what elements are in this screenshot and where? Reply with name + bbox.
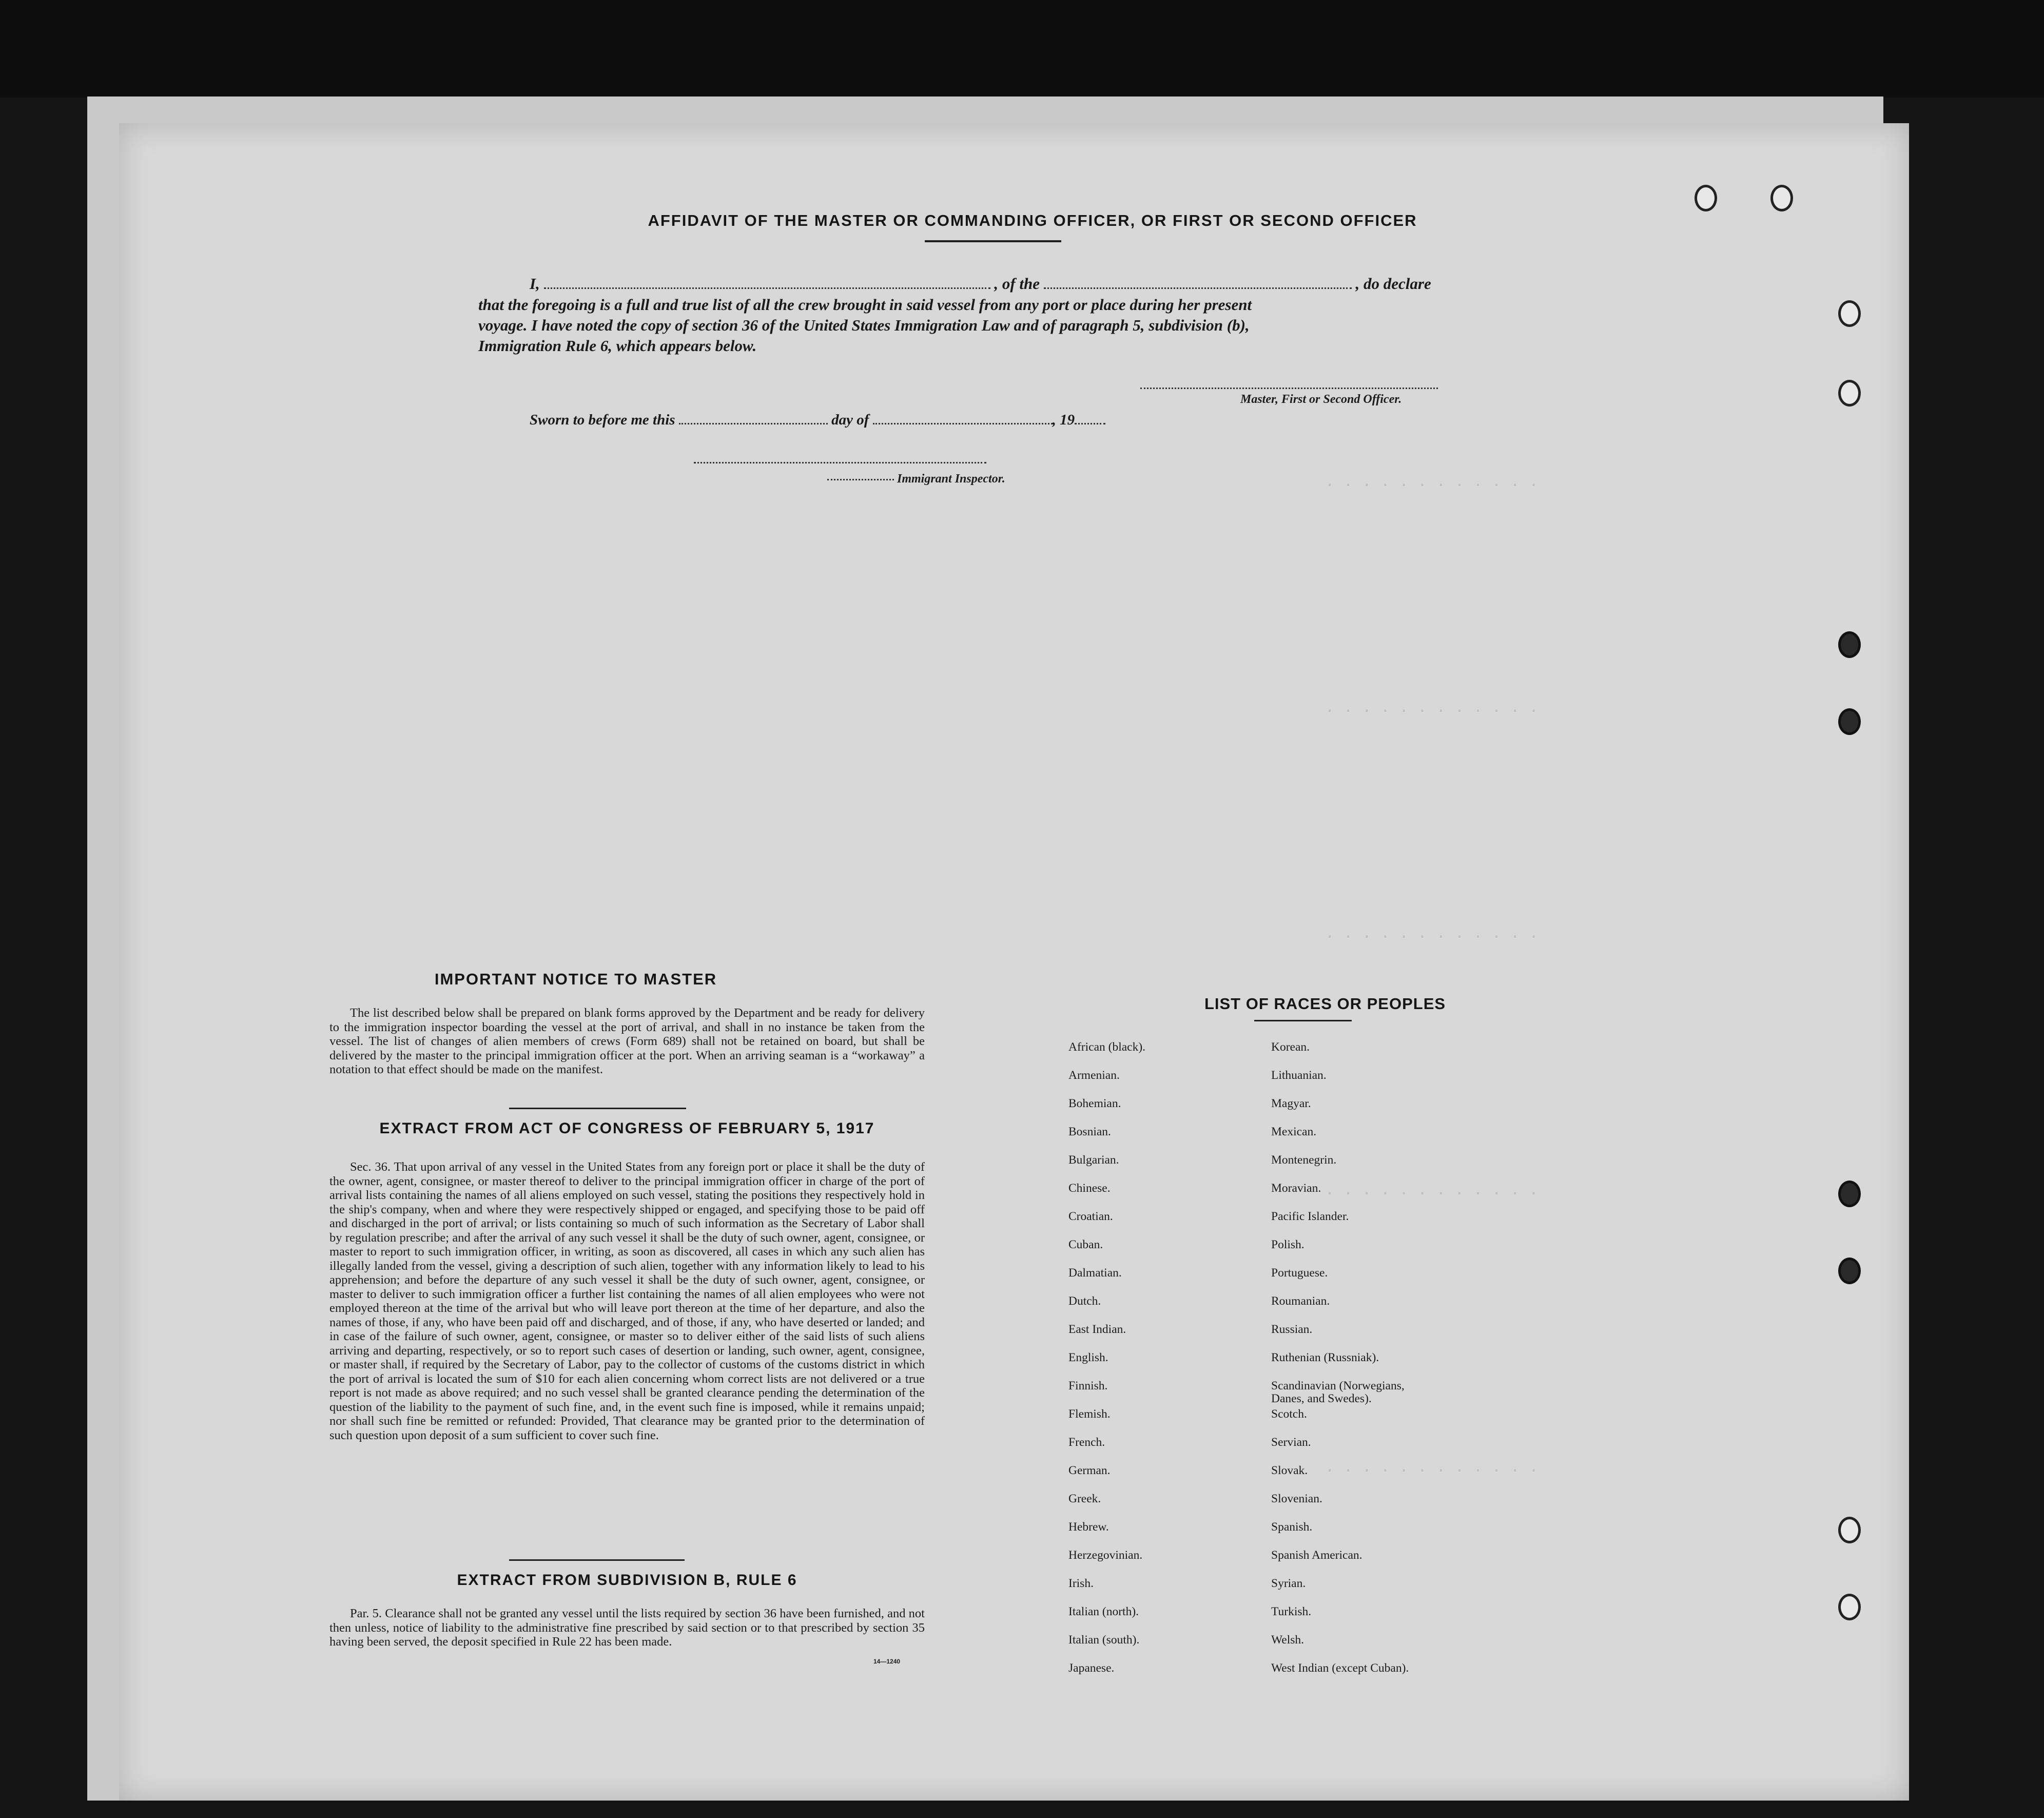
race-entry: Armenian.	[1068, 1069, 1120, 1082]
race-entry: Herzegovinian.	[1068, 1549, 1143, 1562]
affidavit-declare: , do declare	[1355, 275, 1431, 293]
act-title: EXTRACT FROM ACT OF CONGRESS OF FEBRUARY 5, 1917	[379, 1120, 875, 1137]
vessel-blank	[1044, 287, 1352, 289]
punch-hole	[1770, 185, 1793, 211]
form-number: 14—1240	[873, 1658, 901, 1665]
punch-hole	[1838, 708, 1861, 735]
sworn-day-blank	[679, 423, 828, 424]
race-entry: Spanish American.	[1271, 1549, 1362, 1562]
race-entry: Scandinavian (Norwegians, Danes, and Swedes).	[1271, 1379, 1405, 1405]
sworn-year: , 19	[1052, 412, 1075, 428]
affidavit-line-3: voyage. I have noted the copy of section 36 of the United States Immigration Law and of paragraph 5, subdivision (b),	[478, 316, 1250, 334]
bleed-through-text: . . . . . . . . . . . .	[1325, 924, 1539, 942]
section-divider	[509, 1559, 685, 1561]
race-entry: Irish.	[1068, 1577, 1094, 1590]
inspector-signature-line	[694, 462, 986, 463]
race-entry: West Indian (except Cuban).	[1271, 1661, 1409, 1675]
race-entry: Magyar.	[1271, 1097, 1311, 1110]
race-entry: Portuguese.	[1271, 1266, 1328, 1280]
affidavit-line-1	[530, 275, 1431, 293]
bleed-through-text: . . . . . . . . . . . .	[1325, 472, 1539, 490]
race-entry: Dalmatian.	[1068, 1266, 1122, 1280]
race-entry: Mexican.	[1271, 1125, 1317, 1138]
act-body	[329, 1160, 925, 1442]
race-entry: Scotch.	[1271, 1407, 1307, 1421]
master-signature-label: Master, First or Second Officer.	[1240, 393, 1402, 406]
bleed-through-text: . . . . . . . . . . . .	[1325, 1181, 1539, 1198]
race-entry: Hebrew.	[1068, 1520, 1109, 1534]
race-entry: Bohemian.	[1068, 1097, 1121, 1110]
race-entry: German.	[1068, 1464, 1111, 1477]
title-underline	[925, 240, 1061, 242]
race-entry: Italian (south).	[1068, 1633, 1140, 1647]
races-left-column	[1068, 1040, 1263, 1675]
race-entry: Turkish.	[1271, 1605, 1312, 1618]
punch-hole	[1838, 1594, 1861, 1620]
races-title: LIST OF RACES OR PEOPLES	[1204, 995, 1446, 1013]
race-entry: Spanish.	[1271, 1520, 1313, 1534]
punch-hole	[1695, 185, 1717, 211]
race-entry: Russian.	[1271, 1323, 1313, 1336]
punch-hole	[1838, 631, 1861, 658]
race-entry: Lithuanian.	[1271, 1069, 1327, 1082]
sworn-day-of: day of	[831, 412, 869, 428]
race-entry: Montenegrin.	[1271, 1153, 1337, 1167]
sworn-month-blank	[873, 423, 1053, 424]
race-entry: Bulgarian.	[1068, 1153, 1119, 1167]
sworn-line	[530, 412, 1105, 429]
punch-hole	[1838, 1258, 1861, 1284]
race-entry: Ruthenian (Russniak).	[1271, 1351, 1379, 1364]
race-entry: Polish.	[1271, 1238, 1305, 1251]
affidavit-sheet	[119, 123, 1909, 1801]
affidavit-line-4: Immigration Rule 6, which appears below.	[478, 337, 757, 355]
race-entry: Slovenian.	[1271, 1492, 1322, 1505]
race-entry: African (black).	[1068, 1040, 1146, 1054]
inspector-leader	[827, 479, 894, 480]
race-entry: Pacific Islander.	[1271, 1210, 1349, 1223]
race-entry: French.	[1068, 1436, 1105, 1449]
race-entry: Finnish.	[1068, 1379, 1108, 1392]
race-entry: East Indian.	[1068, 1323, 1126, 1336]
scan-border	[0, 0, 2044, 98]
races-right-column	[1271, 1040, 1492, 1675]
rule-text: Par. 5. Clearance shall not be granted any vessel until the lists required by section 36 have been furnished, and not then unless, notice of liability to the administrative fine prescribed by said section or to that prescribed by section 35 having been served, the deposit specified in Rule 22 has been made.	[329, 1607, 925, 1649]
race-entry: Syrian.	[1271, 1577, 1306, 1590]
punch-hole	[1838, 380, 1861, 407]
punch-hole	[1838, 1517, 1861, 1543]
affidavit-title: AFFIDAVIT OF THE MASTER OR COMMANDING OFFICER, OR FIRST OR SECOND OFFICER	[648, 211, 1417, 229]
race-entry: Croatian.	[1068, 1210, 1113, 1223]
race-entry: Servian.	[1271, 1436, 1311, 1449]
rule-title: EXTRACT FROM SUBDIVISION B, RULE 6	[457, 1572, 797, 1589]
race-entry: Bosnian.	[1068, 1125, 1111, 1138]
punch-hole	[1838, 1181, 1861, 1207]
race-entry: English.	[1068, 1351, 1108, 1364]
affidavit-i: I,	[530, 275, 540, 293]
notice-text: The list described below shall be prepared on blank forms approved by the Department and be ready for delivery to the immigration inspector boarding the vessel at the port of arrival, and shall in no instance be taken from the vessel. The list of changes of alien members of crews (Form 689) shall not be retained on board, but shall be delivered by the master to the principal immigration officer at the port. When an arriving seaman is a “workaway” a notation to that effect should be made on the manifest.	[329, 1006, 925, 1076]
bleed-through-text: . . . . . . . . . . . .	[1325, 698, 1539, 716]
rule-body	[329, 1607, 925, 1649]
act-text: Sec. 36. That upon arrival of any vessel in the United States from any foreign port or place it shall be the duty of the owner, agent, consignee, or master thereof to deliver to the principal immigration officer in charge of the port of arrival lists containing the names of all aliens employed on such vessel, stating the positions they respectively hold in the ship's company, when and where they were respectively shipped or engaged, and specifying those to be paid off and discharged in the port of arrival; or lists containing so much of such information as the Secretary of Labor shall by regulation prescribe; and after the arrival of any such vessel it shall be the duty of such owner, agent, consignee, or master to report to such immigration officer, in writing, as soon as discovered, all cases in which any such alien has illegally landed from the vessel, giving a description of such alien, together with any information likely to lead to his apprehension; and before the departure of any such vessel it shall be the duty of such owner, agent, consignee, or master to deliver to such immigration officer a further list containing the names of all alien employees who were not employed thereon at the time of the arrival but who will leave port thereon at the time of her departure, and also the names of those, if any, who have been paid off and discharged, and of those, if any, who have deserted or landed; and in case of the failure of such owner, agent, consignee, or master so to deliver either of the said lists of such aliens arriving and departing, respectively, or so to report such cases of desertion or landing, such owner, agent, consignee, or master shall, if required by the Secretary of Labor, pay to the collector of customs of the customs district in which the port of arrival is located the sum of $10 for each alien concerning whom correct lists are not delivered or a true report is not made as above required; and no such vessel shall be granted clearance pending the determination of the question of the liability to the payment of such fine, and, in the event such fine is imposed, while it remains unpaid; nor shall such fine be remitted or refunded: Provided, That clearance may be granted prior to the determination of such question upon deposit of a sum sufficient to cover such fine.	[329, 1160, 925, 1442]
race-entry: Flemish.	[1068, 1407, 1111, 1421]
notice-title: IMPORTANT NOTICE TO MASTER	[434, 970, 717, 988]
race-entry: Dutch.	[1068, 1294, 1101, 1308]
master-signature-line	[1140, 388, 1438, 389]
affidavit-of-the: , of the	[994, 275, 1040, 293]
race-entry: Welsh.	[1271, 1633, 1305, 1647]
affidavit-line-2: that the foregoing is a full and true list of all the crew brought in said vessel from any port or place during her present	[478, 296, 1252, 314]
punch-hole	[1838, 300, 1861, 327]
race-entry: Cuban.	[1068, 1238, 1103, 1251]
inspector-label: Immigrant Inspector.	[897, 472, 1005, 486]
name-blank	[544, 287, 990, 289]
bleed-through-text: . . . . . . . . . . . .	[1325, 1458, 1539, 1476]
races-underline	[1254, 1020, 1352, 1021]
race-entry: Italian (north).	[1068, 1605, 1139, 1618]
race-entry: Roumanian.	[1271, 1294, 1330, 1308]
race-entry: Greek.	[1068, 1492, 1101, 1505]
race-entry: Japanese.	[1068, 1661, 1115, 1675]
inspector-label-line	[827, 472, 1005, 486]
race-entry: Chinese.	[1068, 1182, 1111, 1195]
race-entry: Slovak.	[1271, 1464, 1308, 1477]
race-entry: Korean.	[1271, 1040, 1310, 1054]
race-entry: Moravian.	[1271, 1182, 1321, 1195]
sworn-year-blank	[1075, 423, 1105, 424]
notice-body	[329, 1006, 925, 1077]
section-divider	[509, 1108, 686, 1109]
sworn-text: Sworn to before me this	[530, 412, 675, 428]
